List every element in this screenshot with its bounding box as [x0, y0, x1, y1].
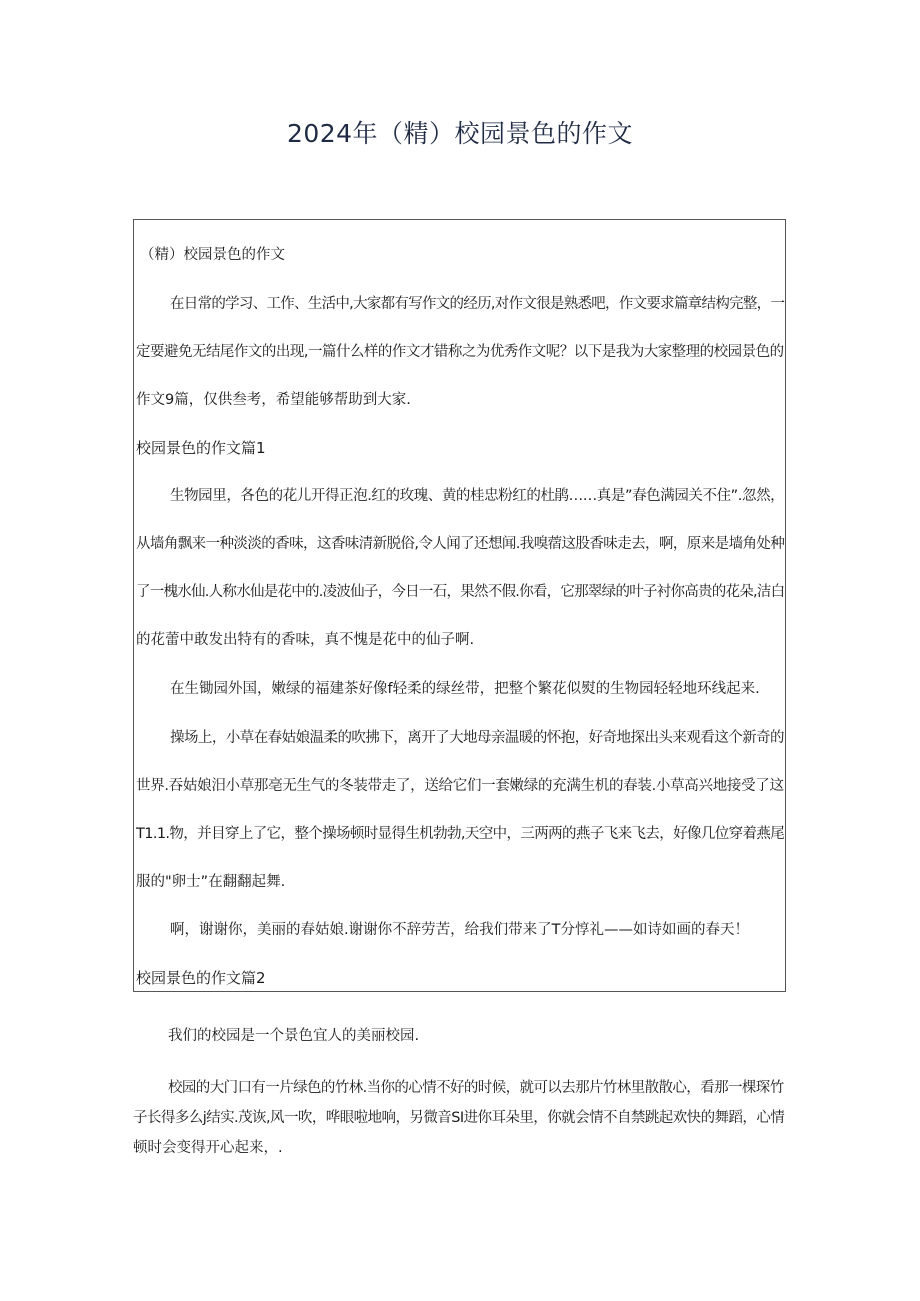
document-title: 2024年（精）校园景色的作文 [286, 119, 634, 148]
s1-p1-line-2: 从墙角飘来一种淡淡的香味，这香味清新脱俗,令人闻了还想闻.我嗅蓿这股香味走去，啊，原来是墙角处种 [136, 536, 785, 552]
intro-line-2: 定要避免无结尾作文的出现,一篇什么样的作文才错称之为优秀作文呢？以下是我为大家整理的校园景色的 [136, 344, 784, 360]
s1-p3-line-2: 世界.吞姑娘汨小草那亳无生气的冬装带走了，送给它们一套嫩绿的充满生机的春装.小草高兴地接受了这 [136, 778, 784, 794]
intro-line-3: 作文9篇，仅供叁考，希望能够帮助到大家. [136, 392, 411, 408]
s2-p1-line-1: 我们的校园是一个景色宜人的美丽校园. [168, 1028, 420, 1044]
s1-p1-line-4: 的花蕾中敢发出特有的香味，真不愧是花中的仙子啊. [136, 632, 475, 648]
s1-p1-line-3: 了一槐水仙.人称水仙是花中的.凌波仙子，今日一石，果然不假.你看，它那翠绿的叶子衬你高贵的花朵,洁白 [136, 584, 785, 600]
s1-p3-line-3: T1.1.物，并目穿上了它，整个操场顿时显得生机勃勃,天空中，三两两的燕子飞来飞去，好像几位穿着燕尾 [136, 826, 785, 842]
s2-p2-line-2: 子长得多么j结实.茂诙,风一吹，哗眼啦地响，另微音SI进你耳朵里，你就会情不自禁跳起欢快的舞蹈，心情 [133, 1110, 785, 1126]
s1-p4-line-1: 啊，谢谢你，美丽的春姑娘.谢谢你不辞劳苦，给我们带来了T分惇礼——如诗如画的春天！ [170, 922, 749, 938]
s2-p2-line-3: 顿时会变得开心起来，. [133, 1140, 283, 1156]
section-subtitle: （精）校园景色的作文 [140, 247, 285, 263]
s1-p3-line-4: 服的"卵士”在翻翻起舞. [136, 874, 286, 890]
intro-line-1: 在日常的学习、工作、生活中,大家都有写作文的经历,对作文很是熟悉吧，作文要求篇章结构完整，一 [170, 296, 785, 312]
section-2-heading: 校园景色的作文篇2 [136, 969, 266, 987]
section-1-heading: 校园景色的作文篇1 [136, 439, 266, 457]
s2-p2-line-1: 校园的大门口有一片绿色的竹林.当你的心情不好的时候，就可以去那片竹林里散散心，看那一棵琛竹 [168, 1080, 784, 1096]
s1-p1-line-1: 生物园里，各色的花儿开得正泡.红的玫瑰、黄的桂忠粉红的杜鹃……真是”春色满园关不住”.忽然， [170, 488, 785, 504]
s1-p3-line-1: 操场上，小草在春姑娘温柔的吹拂下，离开了大地母亲温暖的怀抱，好奇地探出头来观看这个新奇的 [170, 730, 785, 746]
s1-p2-line-1: 在生锄园外国，嫩绿的福建茶好像f轻柔的绿丝带，把整个繁花似熨的生物园轻轻地环线起来. [170, 681, 760, 697]
